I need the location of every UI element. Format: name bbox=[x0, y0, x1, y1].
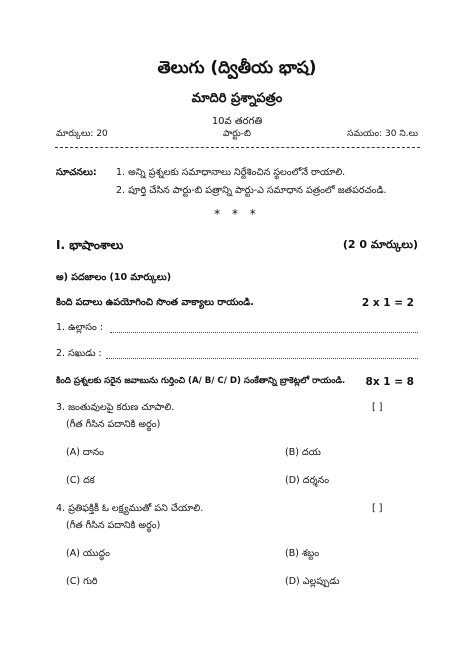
option: (D) ఎల్లప్పుడు bbox=[285, 576, 340, 587]
instruction-item: 2. పూర్తి చేసిన పార్టు-బి పత్రాన్ని పార్టు-ఎ సమాధాన పత్రంలో జతపరచండి. bbox=[116, 185, 387, 196]
section-title: I. భాషాంశాలు bbox=[56, 238, 124, 252]
class-label: 10వ తరగతి bbox=[211, 116, 263, 127]
answer-bracket[interactable]: [ ] bbox=[372, 402, 383, 413]
question-hint: (గీత గీసిన పదానికి అర్థం) bbox=[66, 520, 161, 531]
question-1: 1. ఉల్లాసం : bbox=[56, 322, 104, 333]
option: (A) యుద్ధం bbox=[66, 548, 110, 559]
question-instruction: కింది పదాలు ఉపయోగించి సొంత వాక్యాలు రాయండి. bbox=[56, 297, 254, 308]
option: (C) దక bbox=[66, 475, 95, 486]
answer-line bbox=[106, 348, 418, 359]
subsection-title: అ) పదజాలం (10 మార్కులు) bbox=[56, 272, 172, 283]
question-marks: 8x 1 = 8 bbox=[365, 376, 414, 388]
question-hint: (గీత గీసిన పదానికి అర్థం) bbox=[66, 419, 161, 430]
question-2: 2. సఖుడు : bbox=[56, 348, 102, 359]
part-label: పార్టు-బి bbox=[223, 129, 251, 139]
option: (C) గురి bbox=[66, 576, 98, 587]
question-stem: 3. జంతువులపై కరుణ చూపాలి. bbox=[56, 402, 175, 413]
divider-top bbox=[55, 147, 420, 148]
option: (B) దయ bbox=[285, 447, 321, 458]
time-label: సమయం: 30 ని.లు bbox=[347, 129, 418, 139]
option: (A) దానం bbox=[66, 447, 105, 458]
page-title: తెలుగు (ద్వితీయ భాష) bbox=[157, 58, 317, 78]
answer-bracket[interactable]: [ ] bbox=[372, 503, 383, 514]
option: (D) దర్శనం bbox=[285, 475, 330, 486]
section-marks: (2 0 మార్కులు) bbox=[342, 238, 418, 251]
instructions-label: సూచనలు: bbox=[56, 167, 97, 178]
option: (B) శబ్దం bbox=[285, 548, 320, 559]
question-marks: 2 x 1 = 2 bbox=[361, 297, 414, 309]
marks-label: మార్కులు: 20 bbox=[56, 129, 108, 139]
separator-stars: * * * bbox=[214, 207, 260, 221]
paper-subtitle: మాదిరి ప్రశ్నాపత్రం bbox=[191, 91, 283, 106]
question-instruction: కింది ప్రశ్నలకు సరైన జవాబును గుర్తించి (A/ B/ C/ D) సంకేతాన్ని బ్రాకెట్లలో రాయండి. bbox=[56, 376, 346, 386]
question-stem: 4. ప్రతిఫక్తికీ ఓ లక్ష్యముతో పని చేయాలి. bbox=[56, 503, 204, 514]
answer-line bbox=[110, 322, 418, 333]
instruction-item: 1. అన్ని ప్రశ్నలకు సమాధానాలు నిర్దేశించిన స్థలంలోనే రాయాలి. bbox=[116, 167, 346, 178]
